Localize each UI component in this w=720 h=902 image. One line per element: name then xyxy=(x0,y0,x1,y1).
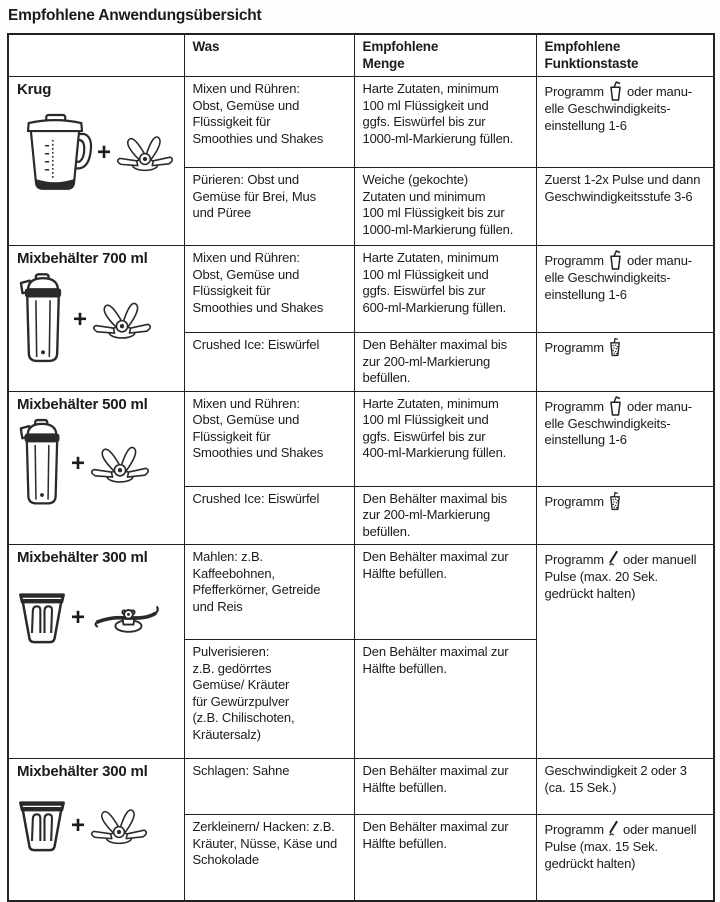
bottle-icon xyxy=(17,270,69,370)
smoothie-cup-icon xyxy=(608,81,623,101)
menge-cell xyxy=(354,545,536,640)
usage-table-container xyxy=(0,33,720,902)
plus-sign: + xyxy=(71,812,85,839)
product-illustration xyxy=(17,418,176,510)
menge-text: Harte Zutaten, minimum 100 ml Flüssigkeit und ggfs. Eiswürfel bis zur 400-ml-Markierung füllen. xyxy=(362,395,507,460)
was-cell xyxy=(184,246,354,333)
was-text: Crushed Ice: Eiswürfel xyxy=(192,490,320,506)
plus-sign: + xyxy=(73,306,87,333)
menge-cell xyxy=(354,391,536,486)
funktionstaste-cell xyxy=(536,545,714,759)
menge-text: Den Behälter maximal zur Hälfte befüllen. xyxy=(362,644,509,676)
table-row xyxy=(8,246,714,333)
product-cell xyxy=(8,246,184,392)
product-illustration xyxy=(17,591,176,645)
product-cell xyxy=(8,77,184,246)
was-text: Mixen und Rühren: Obst, Gemüse und Flüssigkeit für Smoothies und Shakes xyxy=(192,395,324,460)
was-text: Crushed Ice: Eiswürfel xyxy=(192,337,320,352)
funktionstaste-cell xyxy=(536,168,714,246)
menge-cell xyxy=(354,640,536,759)
usage-table xyxy=(7,33,715,902)
product-name: Mixbehälter 700 ml xyxy=(17,250,148,267)
funktionstaste-text: Programm xyxy=(544,340,604,355)
was-text: Pürieren: Obst und Gemüse für Brei, Mus und Püree xyxy=(192,172,316,220)
funktionstaste-text: oder manuell Pulse (max. 15 Sek. gedrückt halten) xyxy=(544,822,697,871)
menge-text: Den Behälter maximal zur Hälfte befüllen. xyxy=(362,549,509,581)
funktionstaste-text: oder manu- elle Geschwindigkeits- einstellung 1-6 xyxy=(544,398,692,447)
plus-sign: + xyxy=(71,449,85,477)
product-cell xyxy=(8,391,184,545)
funktionstaste-text: oder manu- elle Geschwindigkeits- einstellung 1-6 xyxy=(544,84,692,133)
cross-blade-icon xyxy=(89,804,149,848)
was-text: Mixen und Rühren: Obst, Gemüse und Flüssigkeit für Smoothies und Shakes xyxy=(192,81,324,146)
funktionstaste-text: Programm xyxy=(544,253,604,268)
was-cell xyxy=(184,545,354,640)
pulse-icon xyxy=(608,549,619,569)
menge-text: Den Behälter maximal bis zur 200-ml-Markierung befüllen. xyxy=(362,490,508,539)
menge-text: Den Behälter maximal bis zur 200-ml-Markierung befüllen. xyxy=(362,337,508,385)
product-name: Mixbehälter 500 ml xyxy=(17,395,148,413)
menge-cell xyxy=(354,77,536,168)
funktionstaste-cell xyxy=(536,759,714,815)
menge-text: Weiche (gekochte) Zutaten und minimum 100 ml Flüssigkeit bis zur 1000-ml-Markierung füllen. xyxy=(362,172,514,237)
plus-sign: + xyxy=(71,604,85,631)
was-cell xyxy=(184,640,354,759)
funktionstaste-cell xyxy=(536,246,714,333)
menge-text: Harte Zutaten, minimum 100 ml Flüssigkeit und ggfs. Eiswürfel bis zur 600-ml-Markierung füllen. xyxy=(362,250,507,315)
was-cell xyxy=(184,168,354,246)
was-cell xyxy=(184,333,354,392)
product-illustration xyxy=(17,799,176,853)
product-cell xyxy=(8,759,184,901)
product-illustration xyxy=(17,107,176,199)
menge-cell xyxy=(354,486,536,545)
smoothie-cup-icon xyxy=(608,396,623,416)
product-name: Krug xyxy=(17,81,52,98)
menge-text: Den Behälter maximal zur Hälfte befüllen. xyxy=(362,763,509,795)
funktionstaste-cell xyxy=(536,77,714,168)
menge-text: Harte Zutaten, minimum 100 ml Flüssigkeit und ggfs. Eiswürfel bis zur 1000-ml-Markierung füllen. xyxy=(362,81,514,146)
funktionstaste-text: oder manuell Pulse (max. 20 Sek. gedrückt halten) xyxy=(544,552,697,601)
cup-icon xyxy=(17,799,67,853)
crushed-ice-icon xyxy=(608,337,622,357)
funktionstaste-text: Programm xyxy=(544,493,604,509)
col-header-menge: Empfohlene Menge xyxy=(354,34,536,77)
cross-blade-icon xyxy=(115,132,175,174)
product-cell xyxy=(8,545,184,759)
col-header-funktionstaste: Empfohlene Funktionstaste xyxy=(536,34,714,77)
funktionstaste-cell xyxy=(536,486,714,545)
menge-cell xyxy=(354,246,536,333)
menge-text: Den Behälter maximal zur Hälfte befüllen. xyxy=(362,819,509,851)
col-header-product xyxy=(8,34,184,77)
funktionstaste-text: Programm xyxy=(544,822,604,837)
was-cell xyxy=(184,77,354,168)
funktionstaste-cell xyxy=(536,391,714,486)
pulse-icon xyxy=(608,819,619,839)
was-text: Mixen und Rühren: Obst, Gemüse und Flüssigkeit für Smoothies und Shakes xyxy=(192,250,324,315)
funktionstaste-text: oder manu- elle Geschwindigkeits- einstellung 1-6 xyxy=(544,253,692,302)
bottle-icon xyxy=(17,418,67,510)
was-cell xyxy=(184,486,354,545)
jug-icon xyxy=(17,107,93,199)
menge-cell xyxy=(354,759,536,815)
menge-cell xyxy=(354,815,536,901)
cross-blade-icon xyxy=(89,441,151,487)
page-title: Empfohlene Anwendungsübersicht xyxy=(8,7,262,24)
table-row xyxy=(8,545,714,640)
flat-blade-icon xyxy=(89,602,165,634)
table-row xyxy=(8,391,714,486)
funktionstaste-text: Programm xyxy=(544,552,604,567)
funktionstaste-text: Programm xyxy=(544,398,604,414)
funktionstaste-text: Zuerst 1-2x Pulse und dann Geschwindigkeitsstufe 3-6 xyxy=(544,172,701,204)
table-row xyxy=(8,759,714,815)
funktionstaste-cell xyxy=(536,333,714,392)
was-text: Schlagen: Sahne xyxy=(192,763,290,778)
funktionstaste-text: Geschwindigkeit 2 oder 3 (ca. 15 Sek.) xyxy=(544,763,687,795)
header-row xyxy=(8,34,714,77)
smoothie-cup-icon xyxy=(608,250,623,270)
plus-sign: + xyxy=(97,139,111,166)
was-text: Mahlen: z.B. Kaffeebohnen, Pfefferkörner, Getreide und Reis xyxy=(192,549,321,614)
cross-blade-icon xyxy=(91,297,153,343)
was-text: Pulverisieren: z.B. gedörrtes Gemüse/ Kräuter für Gewürzpulver (z.B. Chilischoten, Kräutersalz) xyxy=(192,644,295,742)
product-illustration xyxy=(17,270,176,370)
crushed-ice-icon xyxy=(608,491,622,511)
menge-cell xyxy=(354,168,536,246)
col-header-was: Was xyxy=(184,34,354,77)
funktionstaste-text: Programm xyxy=(544,84,604,99)
product-name: Mixbehälter 300 ml xyxy=(17,763,148,780)
was-text: Zerkleinern/ Hacken: z.B. Kräuter, Nüsse, Käse und Schokolade xyxy=(192,819,338,867)
menge-cell xyxy=(354,333,536,392)
funktionstaste-cell xyxy=(536,815,714,901)
was-cell xyxy=(184,759,354,815)
table-row xyxy=(8,77,714,168)
was-cell xyxy=(184,391,354,486)
product-name: Mixbehälter 300 ml xyxy=(17,549,148,566)
was-cell xyxy=(184,815,354,901)
cup-icon xyxy=(17,591,67,645)
